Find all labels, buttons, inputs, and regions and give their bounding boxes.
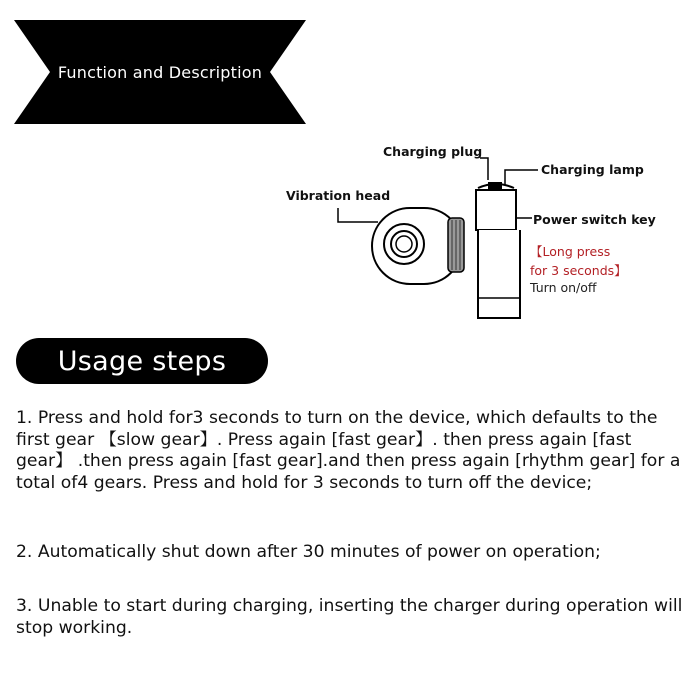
note-long-press: 【Long press	[530, 244, 611, 259]
usage-steps-heading: Usage steps	[16, 338, 268, 384]
label-power-switch-key: Power switch key	[533, 212, 656, 227]
note-three-seconds: for 3 seconds】	[530, 263, 627, 278]
label-vibration-head: Vibration head	[286, 188, 391, 203]
neck-collar-graphic	[448, 218, 464, 272]
device-body-graphic	[476, 182, 520, 318]
banner-title: Function and Description	[57, 62, 263, 82]
note-turn-on-off: Turn on/off	[530, 280, 597, 295]
label-charging-plug: Charging plug	[383, 144, 483, 159]
usage-step-3: 3. Unable to start during charging, inserting the charger during operation will stop working.	[16, 596, 683, 638]
usage-step-2: 2. Automatically shut down after 30 minutes of power on operation;	[16, 542, 601, 562]
usage-step-1: 1. Press and hold for3 seconds to turn on the device, which defaults to the first gear 【slow gear】. Press again [fast gear】. then press again [fast gear】 .then press again [fast gear].and then press again [rhythm gear] for a total of4 gears. Press and hold for 3 seconds to turn off the device;	[16, 408, 681, 493]
label-charging-lamp: Charging lamp	[541, 162, 644, 177]
